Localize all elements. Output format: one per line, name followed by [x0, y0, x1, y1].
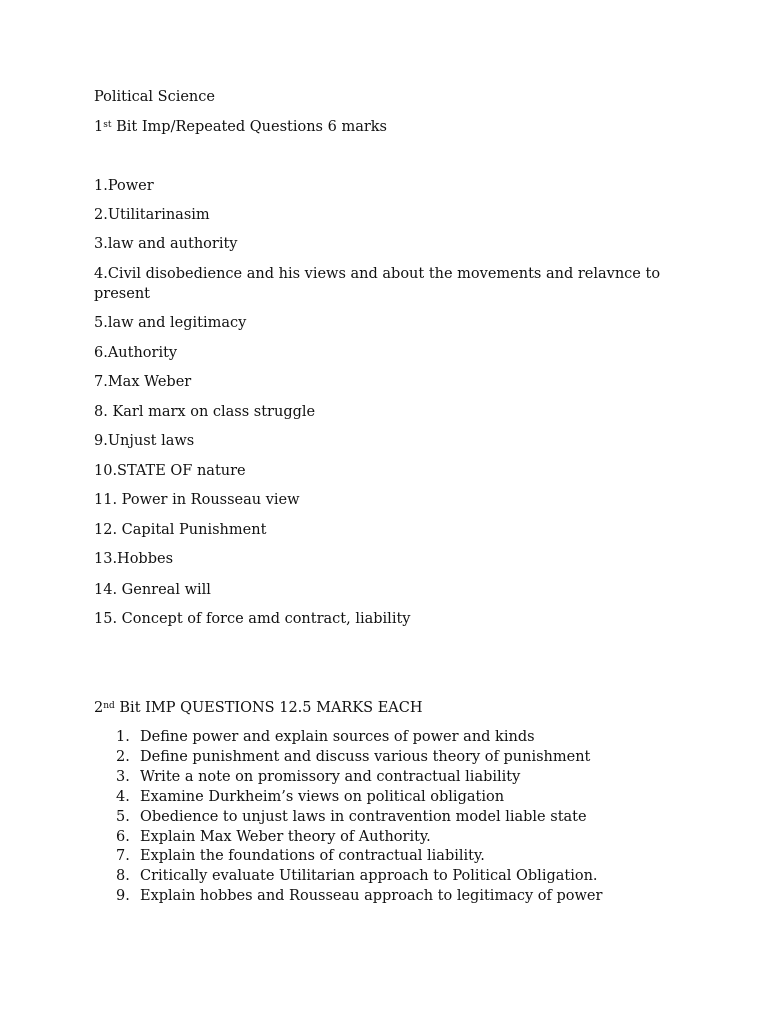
bit2-item-number: 7.: [116, 848, 130, 865]
bit1-heading-number: 1: [94, 119, 104, 135]
bit2-item-number: 1.: [116, 729, 130, 745]
bit1-item: 13.Hobbes: [94, 551, 174, 567]
bit2-item-text: Explain Max Weber theory of Authority.: [140, 828, 431, 845]
bit2-heading-text: Bit IMP QUESTIONS 12.5 MARKS EACH: [114, 700, 423, 716]
bit1-item: 1.Power: [94, 178, 154, 194]
bit1-item: 3.law and authority: [94, 236, 238, 252]
bit2-item: [94, 867, 734, 887]
bit2-item-text: Examine Durkheim’s views on political obligation: [140, 788, 505, 805]
bit1-heading: [94, 117, 387, 137]
bit1-item: 8. Karl marx on class struggle: [94, 404, 316, 420]
bit1-item: 2.Utilitarinasim: [94, 207, 210, 223]
bit2-item-text: Write a note on promissory and contractual liability: [140, 768, 521, 785]
bit2-item-number: 5.: [116, 808, 130, 825]
bit2-item-text: Define power and explain sources of power and kinds: [140, 729, 535, 745]
bit2-item-number: 2.: [116, 748, 130, 765]
bit2-item: [94, 728, 734, 748]
bit2-item-number: 8.: [116, 868, 130, 885]
bit2-item-text: Define punishment and discuss various theory of punishment: [140, 748, 591, 765]
bit2-item: [94, 808, 734, 828]
bit2-heading-number: 2: [94, 700, 104, 716]
bit2-item-text: Critically evaluate Utilitarian approach to Political Obligation.: [140, 868, 598, 885]
bit1-item: 5.law and legitimacy: [94, 315, 247, 331]
bit2-question-list: [94, 728, 734, 907]
bit2-heading-ordinal: nd: [103, 701, 115, 711]
bit1-item: 6.Authority: [94, 345, 178, 361]
bit1-item: 4.Civil disobedience and his views and about the movements and relavnce to present: [94, 266, 661, 302]
bit1-item: 15. Concept of force amd contract, liability: [94, 611, 411, 627]
bit1-item: 7.Max Weber: [94, 374, 192, 390]
bit2-item-number: 3.: [116, 768, 130, 785]
bit2-item-number: 6.: [116, 828, 130, 845]
bit1-item: 11. Power in Rousseau view: [94, 492, 300, 508]
bit2-item: [94, 748, 734, 768]
bit2-item: [94, 847, 734, 867]
bit1-item: 12. Capital Punishment: [94, 522, 267, 538]
bit1-heading-text: Bit Imp/Repeated Questions 6 marks: [111, 119, 387, 135]
subject-title: Political Science: [94, 89, 215, 105]
bit2-item-text: Obedience to unjust laws in contravention model liable state: [140, 808, 587, 825]
bit2-heading: [94, 698, 423, 718]
bit2-item-text: Explain the foundations of contractual liability.: [140, 848, 485, 865]
bit2-item-number: 4.: [116, 788, 130, 805]
bit1-item: 14. Genreal will: [94, 582, 211, 598]
bit1-item: 10.STATE OF nature: [94, 463, 246, 479]
bit2-item: [94, 788, 734, 808]
bit2-item: [94, 887, 734, 907]
bit2-item-number: 9.: [116, 888, 130, 905]
bit2-item: [94, 828, 734, 848]
bit2-item-text: Explain hobbes and Rousseau approach to legitimacy of power: [140, 888, 603, 905]
bit1-item: 9.Unjust laws: [94, 433, 195, 449]
bit1-heading-ordinal: st: [103, 120, 112, 130]
bit2-item: [94, 768, 734, 788]
